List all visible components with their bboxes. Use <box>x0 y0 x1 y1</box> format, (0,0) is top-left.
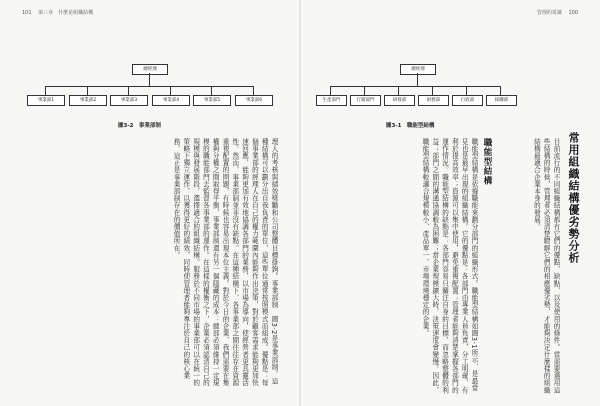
chart-box-production: 生產部門 <box>316 95 347 106</box>
left-page-number: 101 <box>22 10 32 16</box>
chart-box-division-1: 事業部1 <box>27 95 65 106</box>
chart-box-division-3: 事業部3 <box>110 95 148 106</box>
chart-box-division-6: 事業部6 <box>235 95 273 106</box>
chart-box-marketing: 行銷部門 <box>350 95 381 106</box>
chart-connector <box>45 86 46 95</box>
book-title: 管理的常識 <box>536 10 562 16</box>
chart-connector <box>466 86 467 95</box>
chart-top-box: 總經理 <box>400 64 436 75</box>
right-page <box>300 0 600 406</box>
figure-caption: 圖3-2 事業部制 <box>118 123 161 129</box>
left-page-header <box>22 9 93 16</box>
chart-box-rnd: 研發部 <box>384 95 415 106</box>
chart-connector <box>45 86 253 87</box>
chart-box-division-2: 事業部2 <box>69 95 107 106</box>
chart-connector <box>364 86 365 95</box>
chart-connector <box>149 73 150 86</box>
chart-connector <box>170 86 171 95</box>
chart-box-finance: 財務部 <box>418 95 449 106</box>
chart-box-procurement: 採購部 <box>486 95 517 106</box>
chart-connector <box>211 86 212 95</box>
chart-connector <box>87 86 88 95</box>
right-body-text <box>312 138 478 396</box>
chart-box-administration: 行政部 <box>452 95 483 106</box>
chart-connector <box>417 73 418 86</box>
left-body-paragraph: 理人的考核與績效獎勵和公司整體目標掛鉤。事業部制 圖3-2是事業部制。這種結構可以劃分出自我負責的單位，這些單位通常按照模式而組成。優點是：每個事業部的經理人在自己的權力範圍內能夠作出決策，對於顧客需求能夠更加快速回應，能夠更加有效地協調各部門的業務，以市場為導向，使經營者更具靈活性。然而，事業部制並非沒有缺點。在這種結構下，各事業部之間往往存在資源重複配置的問題，有時候也容易出現本位主義。對於今日的企業，我們需要在集權與分權之間取得平衡，事業部制還有另一個隱藏的成本：總部必須維持一定規模的職能部門去監督各事業部的運作。在這樣的權衡之下，企業必須認清自己的規模與發展階段，選擇適合的組織結構。服務於不同市場的事業部可以在統一的策略下獨立運作，以獲得更好的績效，同時使管理者能夠專注於自己的核心業務，這正是事業部制存在的價值所在。 <box>172 138 278 387</box>
intro-text <box>496 138 560 396</box>
left-chapter-title: 第三章 什麼是組織結構 <box>38 10 94 16</box>
chart-connector <box>330 86 331 95</box>
section-title: 常用組織結構優劣勢分析 <box>567 132 580 264</box>
figure-caption: 圖3-1 職能型結構 <box>386 123 435 129</box>
subsection-title: 職能型結構 <box>482 138 492 186</box>
chart-box-division-4: 事業部4 <box>152 95 190 106</box>
chart-connector <box>253 86 254 95</box>
left-body-text <box>38 138 278 390</box>
chart-top-box: 總經理 <box>132 64 168 75</box>
intro-paragraph: 目前流行的不同組織結構都有它們的優點、缺點，以及使用的條件。當需要選用這些結構的時候，管理者必須清楚瞭解它們的相應優劣勢，才能夠決定什麼樣的組織結構最適合企業本身的發展。 <box>532 138 560 394</box>
right-body-paragraph: 職能型結構是依據職能來劃分部門的組織形式。職能型結構如圖3-1所示，是最常見也是最早出現的組織結構。它的優點是：各部門由專業人員負責，分工明確，有利於提高效率；資源可以集中使用，避免重複配置；管理者能夠清楚掌握各部門的運作情況。職能型結構的缺點是：各部門容易只關注自身的目標，而忽略整體的利益；部門之間的溝通協調較為困難；當企業規模擴大時，決策速度會變慢。因此，職能型結構較適合規模較小、產品單一、市場環境穩定的企業。 <box>421 138 478 394</box>
chart-connector <box>330 86 500 87</box>
chart-box-division-5: 事業部5 <box>193 95 231 106</box>
right-page-header <box>537 9 578 16</box>
right-page-number: 100 <box>568 10 578 16</box>
chart-connector <box>128 86 129 95</box>
chart-connector <box>432 86 433 95</box>
chart-connector <box>500 86 501 95</box>
chart-connector <box>398 86 399 95</box>
